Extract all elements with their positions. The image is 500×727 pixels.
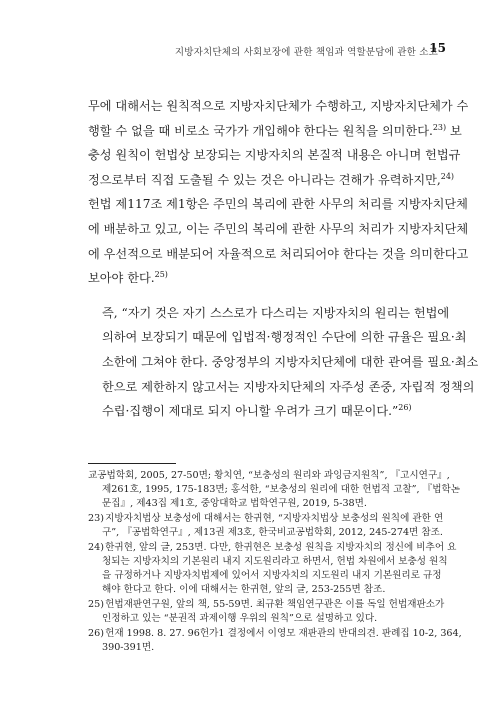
footnote-line — [88, 541, 457, 555]
footnote-line: 교공법학회, 2005, 27-50면; 황치연, “보충성의 원리와 과잉금지원칙”, 『고시연구』, — [88, 470, 450, 481]
footnote-text: 헌법재판연구원, 앞의 책, 55-59면. 최규환 책임연구관은 이를 독일 헌법재판소가 — [105, 599, 445, 610]
footnote-text: 헌재 1998. 8. 27. 96헌가1 결정에서 이영모 재판관의 반대의견. 판례집 10-2, 364, — [105, 628, 462, 639]
body-line — [88, 399, 440, 424]
footnote-line — [88, 512, 444, 526]
footnote-line: 구”, 『공법학연구』, 제13권 제3호, 한국비교공법학회, 2012, 245-274면 참조. — [102, 527, 443, 538]
footnote-number: 24) — [88, 542, 104, 553]
body-line-text: 정으로부터 직접 도출될 수 있는 것은 아니라는 견해가 유력하지만, — [88, 172, 441, 187]
body-line — [88, 266, 440, 291]
running-header-title: 지방자치단체의 사회보장에 관한 책임과 역할분담에 관한 소고 — [174, 47, 438, 58]
body-line: 의하여 보장되기 때문에 입법적·행정적인 수단에 의한 규율은 필요·최 — [102, 330, 467, 345]
body-line-text: 수립·집행이 제대로 되지 아니할 우려가 크기 때문이다.” — [102, 404, 399, 419]
page-number: 15 — [429, 41, 446, 55]
body-line — [88, 168, 455, 193]
footnote-25 — [88, 598, 445, 626]
footnote-ref-23: 23) — [432, 122, 447, 132]
paragraph-1 — [88, 94, 469, 291]
body-line-text: 보아야 한다. — [88, 271, 155, 286]
body-line-text: 행할 수 없을 때 비로소 국가가 개입해야 한다는 원칙을 의미한다. — [88, 123, 433, 138]
footnote-ref-25: 25) — [154, 270, 168, 280]
footnote-23 — [88, 512, 444, 540]
paragraph-2 — [88, 301, 479, 424]
footnote-text: 한귀현, 앞의 글, 253면. 다만, 한귀현은 보충성 원칙을 지방자치의 정신에 비추어 요 — [105, 542, 457, 553]
footnote-24 — [88, 541, 457, 597]
body-line: 무에 대해서는 원칙적으로 지방자치단체가 수행하고, 지방자치단체가 수 — [88, 99, 469, 113]
footnote-26 — [88, 627, 462, 655]
footnote-line: 인정하고 있는 “분권적 과제이행 우위의 원칙”으로 설명하고 있다. — [102, 613, 378, 624]
footnote-ref-26: 26) — [398, 403, 412, 413]
body-line: 즉, “자기 것은 자기 스스로가 다스리는 지방자치의 원리는 헌법에 — [102, 305, 450, 320]
footnote-number: 26) — [88, 628, 104, 639]
body-line: 에 우선적으로 배분되어 자율적으로 처리되어야 한다는 것을 의미한다고 — [88, 246, 469, 261]
footnotes — [88, 469, 462, 656]
footnote-line: 해야 한다고 한다. 이에 대해서는 한귀현, 앞의 글, 253-255면 참조. — [102, 584, 386, 595]
footnote-line: 을 규정하거나 지방자치법제에 있어서 지방자치의 지도원리 내지 기본원리로 규정 — [102, 570, 442, 581]
body-text — [88, 94, 479, 424]
footnote-line: 제261호, 1995, 175-183면; 홍석한, “보충성의 원리에 대한 헌법적 고찰”, 『법학논 — [102, 484, 461, 495]
body-line — [88, 119, 462, 144]
footnote-line: 문집』, 제43집 제1호, 중앙대학교 법학연구원, 2019, 5-38면. — [102, 498, 367, 509]
body-line: 충성 원칙이 헌법상 보장되는 지방자치의 본질적 내용은 아니며 헌법규 — [88, 148, 461, 163]
footnote-line: 청되는 지방자치의 기본원리 내지 지도원리라고 하면서, 헌법 차원에서 보충성 원칙 — [102, 556, 448, 567]
body-line: 에 배분하고 있고, 이는 주민의 복리에 관한 사무의 처리가 지방자치단체 — [88, 221, 469, 236]
footnote-ref-24: 24) — [440, 171, 455, 181]
footnote-number: 25) — [88, 599, 104, 610]
footnote-divider — [88, 463, 176, 464]
footnote-text: 지방자치법상 보충성에 대해서는 한귀현, “지방자치법상 보충성의 원칙에 관한 연 — [105, 513, 444, 524]
footnote-line: 390-391면. — [102, 642, 155, 653]
footnote-number: 23) — [88, 513, 104, 524]
body-line: 소한에 그쳐야 한다. 중앙정부의 지방자치단체에 대한 관여를 필요·최소 — [102, 354, 479, 369]
footnote-line — [88, 598, 445, 612]
body-line: 헌법 제117조 제1항은 주민의 복리에 관한 사무의 처리를 지방자치단체 — [88, 197, 468, 212]
body-line: 한으로 제한하지 않고서는 지방자치단체의 자주성 존중, 자립적 정책의 — [102, 379, 475, 394]
body-line-tail: 보 — [446, 123, 462, 138]
footnote-continuation — [88, 469, 461, 511]
footnote-line — [88, 627, 462, 641]
